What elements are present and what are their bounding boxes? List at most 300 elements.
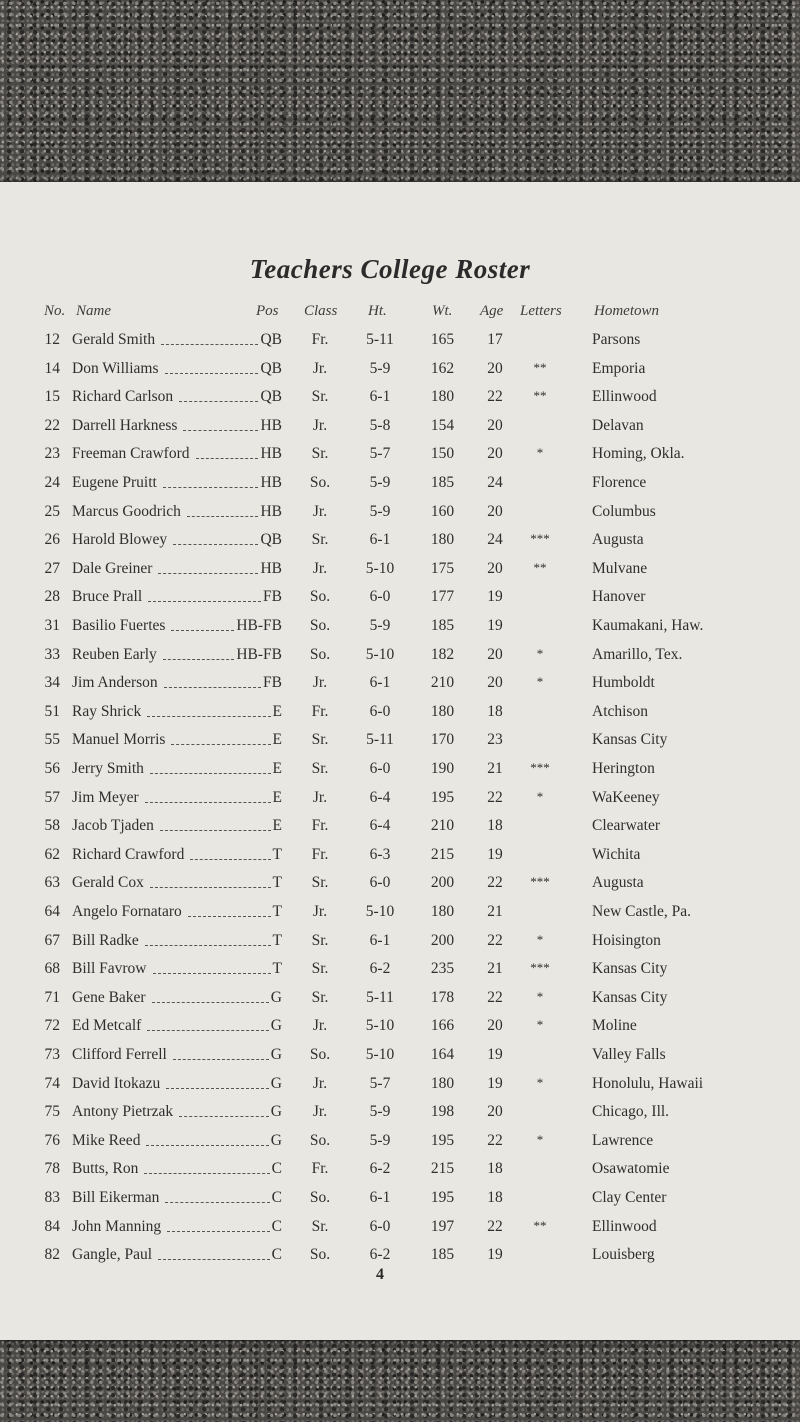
cell-class: Sr. xyxy=(311,731,329,749)
cell-wt: 210 xyxy=(430,817,455,835)
cell-wt: 166 xyxy=(430,1017,455,1035)
cell-wt: 170 xyxy=(430,731,455,749)
header-wt: Wt. xyxy=(432,303,453,319)
cell-hometown: Amarillo, Tex. xyxy=(592,645,683,663)
cell-age: 22 xyxy=(487,788,503,806)
cell-letters: ** xyxy=(533,559,547,575)
dot-leader xyxy=(163,487,258,488)
dot-leader xyxy=(173,1059,269,1060)
header-letters: Letters xyxy=(520,303,562,319)
cell-class: Jr. xyxy=(312,416,328,434)
cell-no: 83 xyxy=(44,1189,60,1206)
cell-no: 15 xyxy=(44,388,60,406)
cell-age: 20 xyxy=(487,416,503,434)
cell-age: 22 xyxy=(487,931,503,949)
cell-ht: 6-0 xyxy=(369,760,391,777)
cell-class: Fr. xyxy=(311,331,329,348)
cell-letters: * xyxy=(536,645,544,661)
cell-age: 20 xyxy=(487,502,503,520)
cell-no: 82 xyxy=(44,1246,60,1264)
cell-age: 18 xyxy=(487,1189,503,1206)
cell-ht: 6-2 xyxy=(369,960,391,978)
cell-letters: ** xyxy=(533,359,547,375)
cell-pos: G xyxy=(270,1131,282,1149)
cell-wt: 175 xyxy=(430,559,455,577)
cell-class: So. xyxy=(309,1131,331,1149)
cell-pos: HB xyxy=(260,559,282,577)
cell-ht: 5-9 xyxy=(369,502,391,520)
cell-wt: 177 xyxy=(430,588,455,606)
cell-pos: FB xyxy=(263,588,282,606)
cell-wt: 200 xyxy=(430,874,455,892)
cell-age: 19 xyxy=(487,588,503,606)
cell-class: Sr. xyxy=(311,988,329,1006)
table-row xyxy=(0,360,800,386)
cell-no: 67 xyxy=(44,931,60,949)
cell-age: 20 xyxy=(487,359,503,377)
table-row xyxy=(0,1017,800,1043)
cell-name: Gangle, Paul xyxy=(72,1246,153,1264)
cell-no: 31 xyxy=(44,617,60,634)
cell-no: 58 xyxy=(44,817,60,835)
table-row xyxy=(0,388,800,414)
cell-no: 22 xyxy=(44,416,60,434)
cell-hometown: Hanover xyxy=(592,588,646,606)
cell-letters: ** xyxy=(533,388,547,404)
cell-age: 21 xyxy=(487,903,503,920)
cell-pos: T xyxy=(272,845,282,863)
page-title: Teachers College Roster xyxy=(249,254,531,284)
dot-leader xyxy=(183,430,258,431)
cell-hometown: WaKeeney xyxy=(592,788,660,806)
cell-hometown: Kansas City xyxy=(592,988,668,1006)
cell-class: So. xyxy=(309,645,331,663)
table-row xyxy=(0,445,800,471)
cell-age: 22 xyxy=(487,874,503,892)
cell-name: Basilio Fuertes xyxy=(72,617,166,634)
cell-no: 12 xyxy=(44,331,60,348)
cell-no: 34 xyxy=(44,674,60,692)
cell-no: 74 xyxy=(44,1074,60,1092)
header-pos: Pos xyxy=(256,303,279,319)
cell-hometown: Kaumakani, Haw. xyxy=(592,617,704,634)
cell-hometown: Kansas City xyxy=(592,960,668,978)
dot-leader xyxy=(171,630,234,631)
cell-class: Sr. xyxy=(311,388,329,406)
cell-ht: 6-0 xyxy=(369,1217,391,1235)
dot-leader xyxy=(165,373,258,374)
cell-ht: 6-1 xyxy=(369,674,391,692)
cell-pos: QB xyxy=(260,388,282,406)
cell-wt: 160 xyxy=(430,502,455,520)
cell-letters: *** xyxy=(530,960,550,976)
cell-age: 19 xyxy=(487,1246,503,1264)
cell-age: 23 xyxy=(487,731,503,749)
table-row xyxy=(0,560,800,586)
cell-name: Jacob Tjaden xyxy=(72,817,154,835)
header-no: No. xyxy=(44,303,66,319)
cell-ht: 5-10 xyxy=(365,645,395,663)
cell-class: Sr. xyxy=(311,760,329,777)
cell-wt: 215 xyxy=(430,1160,455,1178)
dot-leader xyxy=(160,830,271,831)
dot-leader xyxy=(146,1145,269,1146)
cell-hometown: Florence xyxy=(592,474,647,491)
header-hometown: Hometown xyxy=(594,303,659,319)
cell-ht: 5-7 xyxy=(369,1074,391,1092)
cell-ht: 5-11 xyxy=(366,731,394,749)
cell-name: Gene Baker xyxy=(72,988,146,1006)
cell-hometown: Augusta xyxy=(592,874,644,892)
cell-wt: 154 xyxy=(430,416,455,434)
table-row xyxy=(0,960,800,986)
cell-ht: 6-2 xyxy=(369,1160,391,1178)
cell-pos: QB xyxy=(260,359,282,377)
cell-hometown: Honolulu, Hawaii xyxy=(592,1074,704,1092)
cell-class: Sr. xyxy=(311,445,329,463)
cell-name: John Manning xyxy=(72,1217,162,1235)
cell-class: Jr. xyxy=(312,903,328,920)
cell-no: 14 xyxy=(44,359,60,377)
table-row xyxy=(0,417,800,443)
cell-hometown: New Castle, Pa. xyxy=(592,903,692,920)
cell-hometown: Emporia xyxy=(592,359,646,377)
dot-leader xyxy=(179,401,258,402)
cell-hometown: Kansas City xyxy=(592,731,668,749)
cell-hometown: Clearwater xyxy=(592,817,660,835)
cell-pos: G xyxy=(270,988,282,1006)
cell-name: Mike Reed xyxy=(72,1131,141,1149)
dot-leader xyxy=(145,802,271,803)
cell-pos: C xyxy=(271,1217,282,1235)
dot-leader xyxy=(188,916,271,917)
cell-class: Fr. xyxy=(311,845,329,863)
cell-pos: G xyxy=(270,1103,282,1121)
dot-leader xyxy=(166,1088,269,1089)
cell-pos: G xyxy=(270,1074,282,1092)
cell-letters: * xyxy=(536,788,544,804)
dot-leader xyxy=(147,716,271,717)
cell-name: Angelo Fornataro xyxy=(72,903,182,920)
cell-letters: *** xyxy=(530,531,550,547)
dot-leader xyxy=(158,1259,270,1260)
cell-wt: 195 xyxy=(430,1131,455,1149)
cell-age: 19 xyxy=(487,845,503,863)
cell-name: Butts, Ron xyxy=(72,1160,139,1178)
table-row xyxy=(0,1046,800,1072)
cell-class: Jr. xyxy=(312,1074,328,1092)
cell-no: 71 xyxy=(44,988,60,1006)
cell-no: 33 xyxy=(44,645,60,663)
cell-class: So. xyxy=(309,474,331,491)
cell-name: Bruce Prall xyxy=(72,588,143,606)
cell-ht: 6-1 xyxy=(369,531,391,549)
cell-hometown: Columbus xyxy=(592,502,656,520)
cell-no: 84 xyxy=(44,1217,60,1235)
cell-wt: 190 xyxy=(430,760,455,777)
cell-ht: 6-4 xyxy=(369,788,391,806)
cell-ht: 6-0 xyxy=(369,702,391,720)
cell-age: 22 xyxy=(487,988,503,1006)
cell-no: 63 xyxy=(44,874,60,892)
cell-pos: QB xyxy=(260,331,282,348)
table-row xyxy=(0,531,800,557)
cell-wt: 162 xyxy=(430,359,455,377)
cell-letters: *** xyxy=(530,760,550,775)
cell-no: 57 xyxy=(44,788,60,806)
dot-leader xyxy=(153,973,271,974)
dot-leader xyxy=(147,1030,269,1031)
cell-pos: T xyxy=(272,931,282,949)
cell-name: Gerald Smith xyxy=(72,331,156,348)
cell-age: 19 xyxy=(487,1074,503,1092)
cell-ht: 5-10 xyxy=(365,559,395,577)
cell-pos: C xyxy=(271,1246,282,1264)
cell-hometown: Homing, Okla. xyxy=(592,445,685,463)
cell-age: 22 xyxy=(487,1131,503,1149)
cell-class: Fr. xyxy=(311,702,329,720)
cell-no: 72 xyxy=(44,1017,60,1035)
cell-hometown: Louisberg xyxy=(592,1246,655,1264)
cell-ht: 6-0 xyxy=(369,588,391,606)
table-row xyxy=(0,903,800,929)
cell-hometown: Delavan xyxy=(592,416,644,434)
cell-class: So. xyxy=(309,1246,331,1264)
cell-hometown: Osawatomie xyxy=(592,1160,670,1178)
cell-no: 64 xyxy=(44,903,60,920)
dot-leader xyxy=(148,601,261,602)
cell-name: Clifford Ferrell xyxy=(72,1046,167,1063)
cell-ht: 6-1 xyxy=(369,388,391,406)
cell-pos: T xyxy=(272,874,282,892)
dot-leader xyxy=(145,945,271,946)
cell-wt: 195 xyxy=(430,1189,455,1206)
cell-hometown: Humboldt xyxy=(592,674,655,692)
cell-letters: * xyxy=(536,445,544,461)
cell-pos: E xyxy=(272,760,282,777)
cell-wt: 150 xyxy=(430,445,455,463)
cell-hometown: Parsons xyxy=(592,331,641,348)
cell-wt: 215 xyxy=(430,845,455,863)
cell-pos: T xyxy=(272,960,282,978)
table-row xyxy=(0,846,800,872)
cell-age: 22 xyxy=(487,1217,503,1235)
cell-age: 21 xyxy=(487,760,503,777)
cell-wt: 200 xyxy=(430,931,455,949)
cell-ht: 5-11 xyxy=(366,988,394,1006)
cell-wt: 180 xyxy=(430,388,455,406)
cell-pos: HB xyxy=(260,445,282,463)
cell-wt: 180 xyxy=(430,531,455,549)
cell-no: 76 xyxy=(44,1131,60,1149)
cell-ht: 5-11 xyxy=(366,331,394,348)
cell-letters: * xyxy=(536,1074,544,1090)
cell-ht: 5-9 xyxy=(369,359,391,377)
cell-wt: 198 xyxy=(430,1103,455,1121)
cell-age: 20 xyxy=(487,1103,503,1121)
cell-name: Jim Anderson xyxy=(72,674,158,692)
table-row xyxy=(0,331,800,357)
cell-no: 25 xyxy=(44,502,60,520)
cell-name: Eugene Pruitt xyxy=(72,474,157,491)
cell-hometown: Moline xyxy=(592,1017,637,1035)
cell-letters: ** xyxy=(533,1217,547,1233)
cell-name: Manuel Morris xyxy=(72,731,166,749)
cell-hometown: Ellinwood xyxy=(592,1217,657,1235)
cell-hometown: Lawrence xyxy=(592,1131,654,1149)
dot-leader xyxy=(164,687,261,688)
cell-name: Ray Shrick xyxy=(72,702,142,720)
cell-pos: G xyxy=(270,1017,282,1035)
table-row xyxy=(0,789,800,815)
cell-pos: C xyxy=(271,1160,282,1178)
cell-age: 19 xyxy=(487,617,503,634)
dot-leader xyxy=(152,1002,269,1003)
dot-leader xyxy=(158,573,258,574)
cell-hometown: Atchison xyxy=(592,702,648,720)
table-row xyxy=(0,1103,800,1129)
cell-wt: 180 xyxy=(430,702,455,720)
cell-no: 28 xyxy=(44,588,60,606)
page-number: 4 xyxy=(376,1266,384,1283)
cell-pos: HB-FB xyxy=(236,645,282,663)
cell-ht: 6-1 xyxy=(369,931,391,949)
cell-pos: HB xyxy=(260,416,282,434)
cell-name: Jim Meyer xyxy=(72,788,139,806)
cell-name: Richard Carlson xyxy=(72,388,174,406)
cell-pos: QB xyxy=(260,531,282,549)
cell-ht: 6-3 xyxy=(369,845,391,863)
cell-name: Harold Blowey xyxy=(72,531,168,549)
cell-age: 19 xyxy=(487,1046,503,1063)
cell-name: David Itokazu xyxy=(72,1074,161,1092)
cell-age: 18 xyxy=(487,817,503,835)
cell-no: 27 xyxy=(44,559,60,577)
cell-hometown: Clay Center xyxy=(592,1189,667,1206)
cell-age: 18 xyxy=(487,702,503,720)
cell-no: 75 xyxy=(44,1103,60,1121)
header-age: Age xyxy=(480,303,504,319)
dot-leader xyxy=(173,544,258,545)
dot-leader xyxy=(150,773,271,774)
cell-hometown: Herington xyxy=(592,760,655,777)
cell-age: 24 xyxy=(487,474,503,491)
granite-countertop-bottom xyxy=(0,1335,800,1422)
cell-age: 22 xyxy=(487,388,503,406)
cell-age: 20 xyxy=(487,645,503,663)
cell-ht: 6-2 xyxy=(369,1246,391,1264)
cell-ht: 5-9 xyxy=(369,1131,391,1149)
cell-class: Sr. xyxy=(311,960,329,978)
cell-letters: * xyxy=(536,988,544,1004)
table-row xyxy=(0,1075,800,1101)
cell-name: Bill Radke xyxy=(72,931,139,949)
cell-letters: * xyxy=(536,674,544,690)
cell-name: Bill Favrow xyxy=(72,960,147,978)
cell-class: Sr. xyxy=(311,931,329,949)
cell-class: Jr. xyxy=(312,788,328,806)
cell-hometown: Mulvane xyxy=(592,559,648,577)
cell-name: Dale Greiner xyxy=(72,559,153,577)
cell-class: So. xyxy=(309,1046,331,1063)
dot-leader xyxy=(190,859,271,860)
cell-pos: HB xyxy=(260,474,282,491)
cell-class: Sr. xyxy=(311,1217,329,1235)
table-row xyxy=(0,989,800,1015)
dot-leader xyxy=(196,458,258,459)
cell-name: Darrell Harkness xyxy=(72,416,178,434)
cell-class: Fr. xyxy=(311,1160,329,1178)
dot-leader xyxy=(161,344,258,345)
cell-name: Gerald Cox xyxy=(72,874,144,892)
cell-no: 55 xyxy=(44,731,60,749)
cell-class: Jr. xyxy=(312,1017,328,1035)
cell-wt: 182 xyxy=(430,645,455,663)
cell-letters: * xyxy=(536,1017,544,1033)
header-ht: Ht. xyxy=(368,303,387,319)
cell-class: So. xyxy=(309,617,331,634)
cell-hometown: Wichita xyxy=(592,845,641,863)
table-row xyxy=(0,588,800,614)
cell-pos: E xyxy=(272,702,282,720)
cell-no: 73 xyxy=(44,1046,60,1063)
cell-name: Ed Metcalf xyxy=(72,1017,142,1035)
cell-class: Jr. xyxy=(312,559,328,577)
cell-ht: 6-0 xyxy=(369,874,391,892)
cell-pos: T xyxy=(272,903,282,920)
table-row xyxy=(0,760,800,786)
cell-class: Jr. xyxy=(312,674,328,692)
table-row xyxy=(0,674,800,700)
cell-name: Bill Eikerman xyxy=(72,1189,160,1206)
table-row xyxy=(0,817,800,843)
table-row xyxy=(0,932,800,958)
cell-wt: 178 xyxy=(430,988,455,1006)
dot-leader xyxy=(187,516,258,517)
table-row xyxy=(0,731,800,757)
cell-wt: 195 xyxy=(430,788,455,806)
cell-wt: 197 xyxy=(430,1217,455,1235)
cell-no: 24 xyxy=(44,474,60,491)
cell-ht: 5-10 xyxy=(365,1017,395,1035)
cell-class: Jr. xyxy=(312,502,328,520)
dot-leader xyxy=(163,659,234,660)
table-row xyxy=(0,503,800,529)
cell-ht: 5-10 xyxy=(365,903,395,920)
cell-letters: * xyxy=(536,1131,544,1147)
cell-letters: *** xyxy=(530,874,550,890)
table-row xyxy=(0,1132,800,1158)
dot-leader xyxy=(167,1231,270,1232)
table-row xyxy=(0,703,800,729)
cell-ht: 6-1 xyxy=(369,1189,391,1206)
cell-age: 20 xyxy=(487,1017,503,1035)
table-row xyxy=(0,474,800,500)
cell-pos: E xyxy=(272,788,282,806)
cell-ht: 5-9 xyxy=(369,1103,391,1121)
table-row xyxy=(0,617,800,643)
cell-no: 23 xyxy=(44,445,60,463)
cell-ht: 5-7 xyxy=(369,445,391,463)
cell-class: Fr. xyxy=(311,817,329,835)
table-row xyxy=(0,874,800,900)
granite-countertop-top xyxy=(0,0,800,185)
dot-leader xyxy=(171,744,271,745)
cell-wt: 185 xyxy=(430,1246,455,1264)
dot-leader xyxy=(165,1202,270,1203)
cell-wt: 210 xyxy=(430,674,455,692)
cell-pos: HB xyxy=(260,502,282,520)
